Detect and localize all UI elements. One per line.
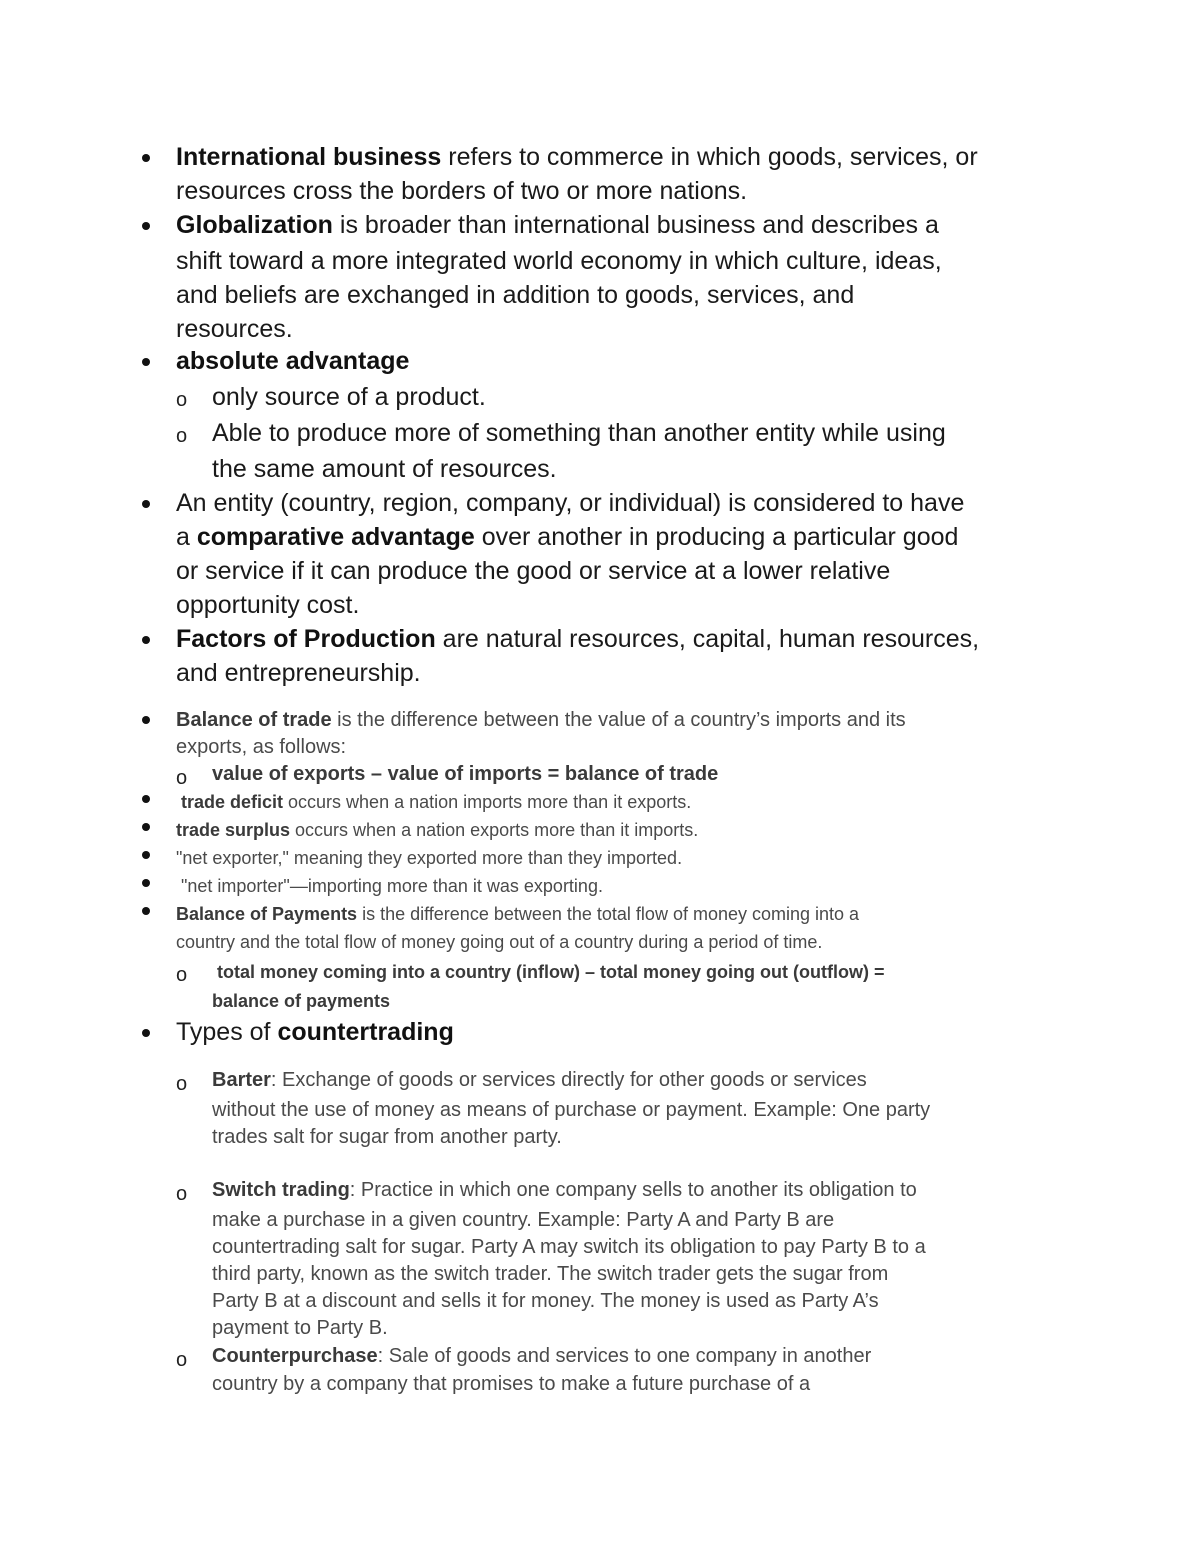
item-net-importer: "net importer"—importing more than it was exporting.: [176, 876, 603, 896]
bullet: [142, 636, 150, 644]
item-factors-of-production-cont: and entrepreneurship.: [176, 659, 421, 687]
sub-item-only-source: only source of a product.: [212, 383, 486, 411]
item-globalization-cont: resources.: [176, 315, 293, 343]
bullet: [142, 907, 150, 915]
item-balance-of-trade-cont: exports, as follows:: [176, 736, 347, 758]
item-factors-of-production: Factors of Production are natural resources, capital, human resources,: [176, 625, 980, 653]
bullet: [142, 358, 150, 366]
sub-item-switch-trading-cont: countertrading salt for sugar. Party A may switch its obligation to pay Party B to a: [212, 1236, 926, 1258]
sub-item-barter-cont: without the use of money as means of purchase or payment. Example: One party: [212, 1099, 931, 1121]
bullet: [142, 1029, 150, 1037]
item-trade-surplus: trade surplus occurs when a nation exports more than it imports.: [176, 820, 699, 840]
sub-bullet: o: [176, 1183, 188, 1205]
sub-item-able-to-produce-cont: the same amount of resources.: [212, 455, 557, 483]
item-comparative-advantage-cont: or service if it can produce the good or service at a lower relative: [176, 557, 891, 585]
bullet: [142, 795, 150, 803]
sub-item-barter: Barter: Exchange of goods or services directly for other goods or services: [212, 1069, 867, 1091]
bullet: [142, 222, 150, 230]
sub-item-switch-trading-cont: payment to Party B.: [212, 1317, 388, 1339]
item-international-business-cont: resources cross the borders of two or more nations.: [176, 177, 748, 205]
sub-bullet: o: [176, 767, 188, 789]
sub-item-switch-trading-cont: make a purchase in a given country. Example: Party A and Party B are: [212, 1209, 835, 1231]
sub-item-able-to-produce: Able to produce more of something than another entity while using: [212, 419, 946, 447]
bullet: [142, 154, 150, 162]
sub-item-switch-trading-cont: third party, known as the switch trader. The switch trader gets the sugar from: [212, 1263, 889, 1285]
sub-bullet: o: [176, 1073, 188, 1095]
item-globalization-cont: shift toward a more integrated world economy in which culture, ideas,: [176, 247, 942, 275]
sub-item-balance-formula: value of exports – value of imports = balance of trade: [212, 763, 719, 785]
sub-item-switch-trading: Switch trading: Practice in which one company sells to another its obligation to: [212, 1179, 917, 1201]
item-comparative-advantage: An entity (country, region, company, or individual) is considered to have: [176, 489, 965, 517]
item-balance-of-payments-cont: country and the total flow of money going out of a country during a period of time.: [176, 932, 823, 952]
sub-item-payments-formula-cont: balance of payments: [212, 991, 391, 1011]
sub-bullet: o: [176, 389, 188, 411]
sub-item-counterpurchase: Counterpurchase: Sale of goods and services to one company in another: [212, 1345, 872, 1367]
sub-item-switch-trading-cont: Party B at a discount and sells it for money. The money is used as Party A’s: [212, 1290, 879, 1312]
item-absolute-advantage: absolute advantage: [176, 347, 410, 375]
bullet: [142, 716, 150, 724]
bullet: [142, 823, 150, 831]
item-comparative-advantage-line2: a comparative advantage over another in producing a particular good: [176, 523, 959, 551]
item-international-business: International business refers to commerce in which goods, services, or: [176, 143, 978, 171]
item-balance-of-trade: Balance of trade is the difference between the value of a country’s imports and its: [176, 709, 906, 731]
sub-item-barter-cont: trades salt for sugar from another party.: [212, 1126, 562, 1148]
item-net-exporter: "net exporter," meaning they exported more than they imported.: [176, 848, 683, 868]
sub-item-counterpurchase-cont: country by a company that promises to make a future purchase of a: [212, 1373, 811, 1395]
item-types-of-countertrading: Types of countertrading: [176, 1018, 454, 1046]
sub-bullet: o: [176, 1349, 188, 1371]
sub-bullet: o: [176, 964, 188, 986]
bullet: [142, 879, 150, 887]
sub-item-payments-formula: total money coming into a country (inflow) – total money going out (outflow) =: [212, 962, 885, 982]
item-trade-deficit: trade deficit occurs when a nation imports more than it exports.: [181, 792, 692, 812]
item-comparative-advantage-cont: opportunity cost.: [176, 591, 360, 619]
sub-bullet: o: [176, 425, 188, 447]
item-balance-of-payments: Balance of Payments is the difference between the total flow of money coming into a: [176, 904, 860, 924]
bullet: [142, 851, 150, 859]
bullet: [142, 500, 150, 508]
item-globalization-cont: and beliefs are exchanged in addition to goods, services, and: [176, 281, 855, 309]
item-globalization: Globalization is broader than international business and describes a: [176, 211, 939, 239]
